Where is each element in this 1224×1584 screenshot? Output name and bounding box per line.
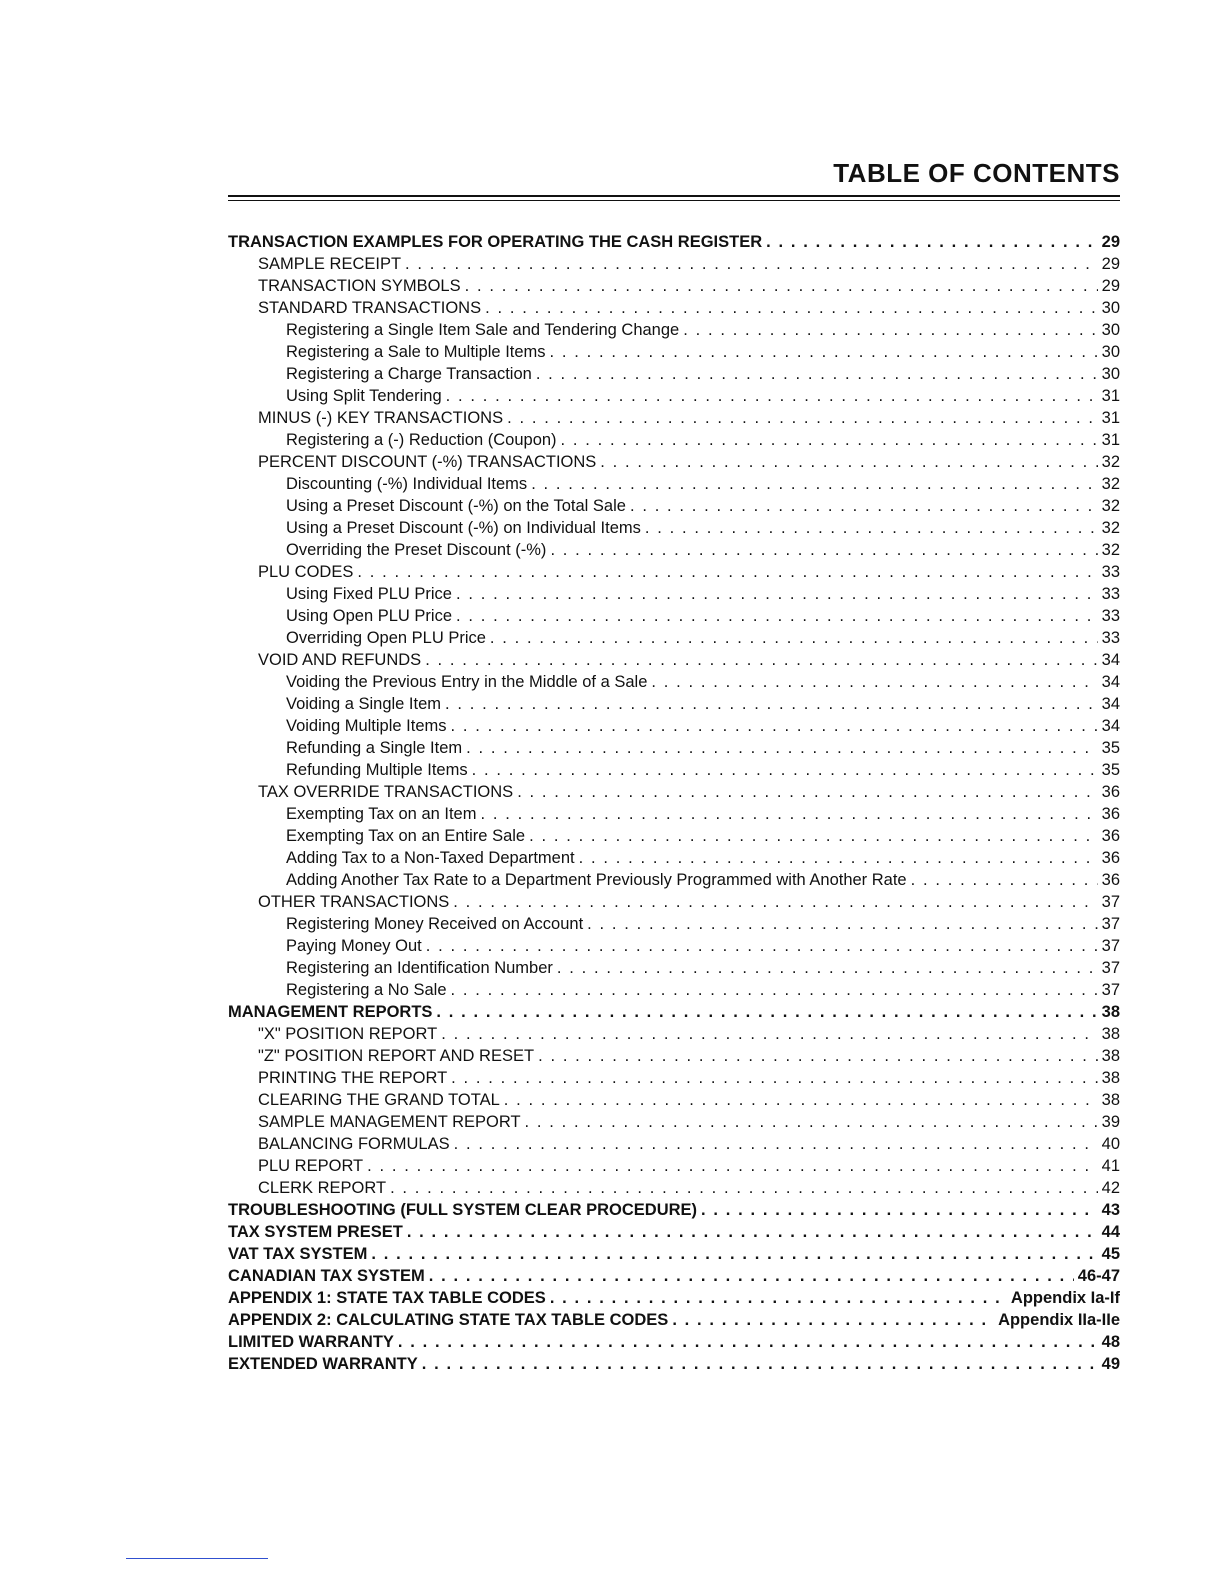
dot-leader: [472, 759, 1098, 781]
toc-entry: [228, 1309, 1120, 1331]
dot-leader: [429, 1265, 1074, 1287]
toc-entry-page: 37: [1101, 959, 1120, 977]
toc-entry-page: 36: [1101, 849, 1120, 867]
toc-entry: [228, 1287, 1120, 1309]
toc-entry-title: APPENDIX 1: STATE TAX TABLE CODES: [228, 1289, 546, 1307]
toc-entry-page: 39: [1101, 1113, 1120, 1131]
dot-leader: [480, 803, 1097, 825]
dot-leader: [367, 1155, 1098, 1177]
page-title: TABLE OF CONTENTS: [833, 158, 1120, 188]
toc-entry-page: 38: [1101, 1047, 1120, 1065]
toc-entry-page: 36: [1101, 783, 1120, 801]
toc-entry: [228, 363, 1120, 385]
toc-entry-page: 32: [1101, 453, 1120, 471]
toc-entry-page: 36: [1101, 827, 1120, 845]
toc-entry-page: 34: [1101, 651, 1120, 669]
dot-leader: [451, 715, 1098, 737]
dot-leader: [507, 407, 1098, 429]
toc-entry-page: 46-47: [1077, 1267, 1120, 1285]
toc-entry-page: 48: [1101, 1333, 1120, 1351]
toc-entry-title: VAT TAX SYSTEM: [228, 1245, 368, 1263]
toc-entry-page: 35: [1101, 739, 1120, 757]
toc-entry-title: Voiding a Single Item: [286, 695, 442, 713]
toc-entry: [228, 1111, 1120, 1133]
toc-entry-title: Voiding Multiple Items: [286, 717, 447, 735]
toc-entry-page: Appendix Ia-If: [1010, 1289, 1120, 1307]
toc-entry: [228, 319, 1120, 341]
toc-entry-page: 31: [1101, 431, 1120, 449]
toc-entry: [228, 297, 1120, 319]
toc-entry-title: Adding Another Tax Rate to a Department Previously Programmed with Another Rate: [286, 871, 907, 889]
toc-entry-page: 30: [1101, 299, 1120, 317]
dot-leader: [451, 1067, 1097, 1089]
toc-entry: [228, 407, 1120, 429]
toc-entry: [228, 759, 1120, 781]
footer-rule: [126, 1558, 268, 1559]
toc-entry: [228, 1155, 1120, 1177]
toc-entry-title: TROUBLESHOOTING (FULL SYSTEM CLEAR PROCEDURE): [228, 1201, 698, 1219]
toc-entry: [228, 1023, 1120, 1045]
toc-entry: [228, 1221, 1120, 1243]
dot-leader: [436, 1001, 1097, 1023]
toc-entry: [228, 561, 1120, 583]
dot-leader: [405, 253, 1098, 275]
toc-entry-title: PRINTING THE REPORT: [258, 1069, 448, 1087]
toc-entry-page: 38: [1101, 1091, 1120, 1109]
dot-leader: [683, 319, 1097, 341]
toc-entry-title: TRANSACTION SYMBOLS: [258, 277, 461, 295]
dot-leader: [550, 341, 1098, 363]
dot-leader: [357, 561, 1097, 583]
dot-leader: [446, 385, 1098, 407]
toc-entry-title: Using a Preset Discount (-%) on Individual Items: [286, 519, 641, 537]
toc-entry-page: 34: [1101, 673, 1120, 691]
toc-entry: [228, 1133, 1120, 1155]
toc-entry-page: 30: [1101, 365, 1120, 383]
toc-entry-page: 34: [1101, 695, 1120, 713]
toc-entry-title: TAX OVERRIDE TRANSACTIONS: [258, 783, 514, 801]
dot-leader: [407, 1221, 1098, 1243]
toc-entry-title: Registering a Charge Transaction: [286, 365, 532, 383]
dot-leader: [645, 517, 1098, 539]
dot-leader: [441, 1023, 1097, 1045]
toc-entry-page: 31: [1101, 387, 1120, 405]
toc-entry: [228, 1199, 1120, 1221]
toc-entry-title: CLERK REPORT: [258, 1179, 387, 1197]
toc-entry-page: 32: [1101, 519, 1120, 537]
dot-leader: [465, 275, 1098, 297]
toc-entry: [228, 737, 1120, 759]
toc-entry-title: Registering a (-) Reduction (Coupon): [286, 431, 557, 449]
dot-leader: [550, 1287, 1007, 1309]
toc-entry-page: 42: [1101, 1179, 1120, 1197]
toc-entry-title: BALANCING FORMULAS: [258, 1135, 450, 1153]
toc-entry: [228, 1243, 1120, 1265]
toc-entry-title: TRANSACTION EXAMPLES FOR OPERATING THE CASH REGISTER: [228, 233, 763, 251]
dot-leader: [490, 627, 1098, 649]
toc-entry: [228, 495, 1120, 517]
dot-leader: [371, 1243, 1097, 1265]
toc-entry: [228, 957, 1120, 979]
toc-entry-title: "X" POSITION REPORT: [258, 1025, 438, 1043]
toc-entry-page: 32: [1101, 497, 1120, 515]
toc-entry-title: Refunding Multiple Items: [286, 761, 468, 779]
dot-leader: [517, 781, 1097, 803]
toc-entry-title: SAMPLE MANAGEMENT REPORT: [258, 1113, 521, 1131]
toc-entry-title: Registering a Single Item Sale and Tendering Change: [286, 321, 680, 339]
toc-entry-page: 38: [1101, 1003, 1120, 1021]
dot-leader: [557, 957, 1098, 979]
dot-leader: [587, 913, 1097, 935]
toc-entry: [228, 847, 1120, 869]
toc-entry: [228, 253, 1120, 275]
dot-leader: [426, 935, 1098, 957]
toc-entry: [228, 671, 1120, 693]
toc-entry: [228, 935, 1120, 957]
toc-entry-page: 29: [1101, 255, 1120, 273]
toc-entry-title: EXTENDED WARRANTY: [228, 1355, 418, 1373]
toc-entry-title: CANADIAN TAX SYSTEM: [228, 1267, 425, 1285]
toc-entry-page: 30: [1101, 321, 1120, 339]
toc-entry-title: Refunding a Single Item: [286, 739, 463, 757]
toc-entry: [228, 1331, 1120, 1353]
toc-entry-title: Registering a Sale to Multiple Items: [286, 343, 546, 361]
toc-entry-title: "Z" POSITION REPORT AND RESET: [258, 1047, 535, 1065]
toc-entry: [228, 341, 1120, 363]
dot-leader: [485, 297, 1098, 319]
dot-leader: [456, 605, 1098, 627]
toc-entry-title: Adding Tax to a Non-Taxed Department: [286, 849, 575, 867]
toc-entry-title: Registering Money Received on Account: [286, 915, 584, 933]
toc-entry: [228, 1067, 1120, 1089]
toc-entry-title: Overriding Open PLU Price: [286, 629, 486, 647]
toc-entry-page: 34: [1101, 717, 1120, 735]
toc-entry-title: MANAGEMENT REPORTS: [228, 1003, 433, 1021]
dot-leader: [445, 693, 1098, 715]
toc-entry: [228, 385, 1120, 407]
dot-leader: [466, 737, 1098, 759]
title-rule: [228, 195, 1120, 197]
toc-entry: [228, 869, 1120, 891]
table-of-contents: [228, 231, 1120, 1375]
toc-entry-page: 33: [1101, 563, 1120, 581]
toc-entry-title: Voiding the Previous Entry in the Middle of a Sale: [286, 673, 648, 691]
toc-entry-page: 40: [1101, 1135, 1120, 1153]
dot-leader: [579, 847, 1098, 869]
dot-leader: [600, 451, 1097, 473]
toc-entry-title: Registering an Identification Number: [286, 959, 553, 977]
toc-entry: [228, 1001, 1120, 1023]
dot-leader: [425, 649, 1097, 671]
toc-entry-title: Using Split Tendering: [286, 387, 442, 405]
toc-entry-title: Paying Money Out: [286, 937, 422, 955]
toc-entry-title: SAMPLE RECEIPT: [258, 255, 402, 273]
dot-leader: [504, 1089, 1098, 1111]
dot-leader: [398, 1331, 1098, 1353]
toc-entry: [228, 1045, 1120, 1067]
toc-entry-title: OTHER TRANSACTIONS: [258, 893, 450, 911]
toc-entry: [228, 781, 1120, 803]
toc-entry-title: Using Fixed PLU Price: [286, 585, 452, 603]
toc-entry: [228, 517, 1120, 539]
toc-entry: [228, 693, 1120, 715]
dot-leader: [529, 825, 1098, 847]
toc-entry-title: Discounting (-%) Individual Items: [286, 475, 528, 493]
toc-entry-page: 38: [1101, 1025, 1120, 1043]
toc-entry: [228, 715, 1120, 737]
toc-entry-title: Registering a No Sale: [286, 981, 447, 999]
toc-entry: [228, 1177, 1120, 1199]
toc-entry: [228, 891, 1120, 913]
dot-leader: [701, 1199, 1098, 1221]
toc-entry-page: 37: [1101, 915, 1120, 933]
toc-entry-page: 38: [1101, 1069, 1120, 1087]
toc-entry-title: Exempting Tax on an Item: [286, 805, 477, 823]
toc-entry-page: 29: [1101, 233, 1120, 251]
dot-leader: [536, 363, 1098, 385]
dot-leader: [766, 231, 1098, 253]
toc-entry-page: 36: [1101, 871, 1120, 889]
toc-entry: [228, 1353, 1120, 1375]
toc-entry: [228, 803, 1120, 825]
toc-entry-page: 37: [1101, 981, 1120, 999]
dot-leader: [525, 1111, 1098, 1133]
toc-entry: [228, 627, 1120, 649]
toc-entry-page: 45: [1101, 1245, 1120, 1263]
toc-entry-title: LIMITED WARRANTY: [228, 1333, 394, 1351]
toc-entry-title: VOID AND REFUNDS: [258, 651, 422, 669]
dot-leader: [630, 495, 1098, 517]
toc-entry-page: 43: [1101, 1201, 1120, 1219]
dot-leader: [531, 473, 1097, 495]
toc-entry-title: PLU REPORT: [258, 1157, 364, 1175]
toc-entry-title: Using a Preset Discount (-%) on the Total Sale: [286, 497, 626, 515]
toc-entry-title: PLU CODES: [258, 563, 354, 581]
dot-leader: [456, 583, 1098, 605]
toc-entry-title: Exempting Tax on an Entire Sale: [286, 827, 526, 845]
toc-entry: [228, 539, 1120, 561]
dot-leader: [453, 891, 1097, 913]
toc-entry-title: Overriding the Preset Discount (-%): [286, 541, 547, 559]
toc-entry-page: 37: [1101, 937, 1120, 955]
toc-entry-page: 32: [1101, 541, 1120, 559]
toc-entry-page: 33: [1101, 585, 1120, 603]
toc-entry: [228, 583, 1120, 605]
toc-entry-page: 49: [1101, 1355, 1120, 1373]
toc-entry: [228, 231, 1120, 253]
dot-leader: [672, 1309, 994, 1331]
toc-entry: [228, 979, 1120, 1001]
toc-entry: [228, 451, 1120, 473]
dot-leader: [911, 869, 1098, 891]
toc-entry-title: MINUS (-) KEY TRANSACTIONS: [258, 409, 504, 427]
toc-entry-page: 35: [1101, 761, 1120, 779]
toc-entry: [228, 1265, 1120, 1287]
dot-leader: [550, 539, 1097, 561]
dot-leader: [561, 429, 1098, 451]
toc-entry: [228, 913, 1120, 935]
title-rule-thin: [228, 200, 1120, 201]
toc-entry: [228, 473, 1120, 495]
toc-entry-title: CLEARING THE GRAND TOTAL: [258, 1091, 500, 1109]
toc-entry-title: STANDARD TRANSACTIONS: [258, 299, 482, 317]
toc-entry-page: 31: [1101, 409, 1120, 427]
toc-entry-page: 41: [1101, 1157, 1120, 1175]
dot-leader: [538, 1045, 1098, 1067]
dot-leader: [390, 1177, 1098, 1199]
dot-leader: [451, 979, 1098, 1001]
toc-entry-page: 44: [1101, 1223, 1120, 1241]
toc-entry-page: 37: [1101, 893, 1120, 911]
toc-entry: [228, 1089, 1120, 1111]
toc-entry-page: 30: [1101, 343, 1120, 361]
toc-entry-title: APPENDIX 2: CALCULATING STATE TAX TABLE CODES: [228, 1311, 669, 1329]
dot-leader: [422, 1353, 1098, 1375]
dot-leader: [651, 671, 1097, 693]
toc-entry-page: 29: [1101, 277, 1120, 295]
toc-entry-title: Using Open PLU Price: [286, 607, 452, 625]
toc-entry: [228, 605, 1120, 627]
toc-entry-page: Appendix IIa-IIe: [998, 1311, 1120, 1329]
toc-entry-page: 33: [1101, 629, 1120, 647]
toc-entry-page: 32: [1101, 475, 1120, 493]
toc-entry-page: 36: [1101, 805, 1120, 823]
dot-leader: [454, 1133, 1098, 1155]
toc-entry: [228, 275, 1120, 297]
toc-entry: [228, 825, 1120, 847]
toc-entry-title: TAX SYSTEM PRESET: [228, 1223, 403, 1241]
toc-entry-title: PERCENT DISCOUNT (-%) TRANSACTIONS: [258, 453, 597, 471]
toc-entry: [228, 429, 1120, 451]
toc-entry: [228, 649, 1120, 671]
toc-entry-page: 33: [1101, 607, 1120, 625]
